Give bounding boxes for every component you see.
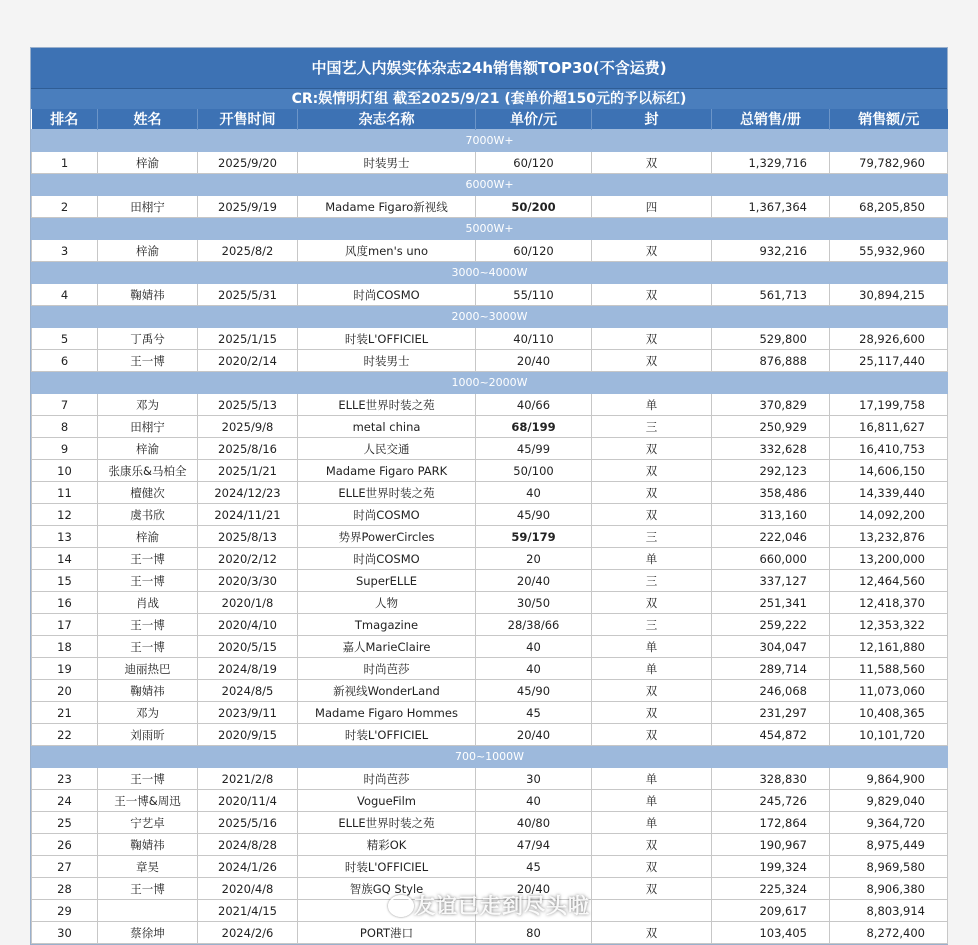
cell-cover: 单 [592, 394, 712, 416]
cell-date: 2020/4/10 [198, 614, 298, 636]
cell-sales: 13,232,876 [830, 526, 948, 548]
cell-price: 40/110 [476, 328, 592, 350]
cell-price: 20/40 [476, 724, 592, 746]
tier-divider [32, 306, 948, 328]
cell-date: 2020/2/14 [198, 350, 298, 372]
cell-rank: 28 [32, 878, 98, 900]
table-row [32, 614, 948, 636]
cell-sales: 14,339,440 [830, 482, 948, 504]
cell-cover: 单 [592, 548, 712, 570]
cell-cover: 双 [592, 152, 712, 174]
table-row [32, 812, 948, 834]
cell-name: 王一博&周迅 [98, 790, 198, 812]
cell-rank: 7 [32, 394, 98, 416]
cell-sales: 17,199,758 [830, 394, 948, 416]
cell-date: 2025/5/13 [198, 394, 298, 416]
cell-price: 60/120 [476, 240, 592, 262]
cell-date: 2020/9/15 [198, 724, 298, 746]
cell-date: 2025/1/15 [198, 328, 298, 350]
watermark-text: 友谊已走到尽头啦 [414, 894, 590, 918]
tier-label: 1000~2000W [32, 372, 948, 394]
cell-cover: 双 [592, 922, 712, 944]
tier-divider [32, 130, 948, 152]
cell-sales: 68,205,850 [830, 196, 948, 218]
cell-copies: 289,714 [712, 658, 830, 680]
cell-cover: 双 [592, 284, 712, 306]
cell-magazine: Tmagazine [298, 614, 476, 636]
cell-date: 2025/9/19 [198, 196, 298, 218]
header-row [32, 109, 948, 130]
cell-name: 檀健次 [98, 482, 198, 504]
cell-name: 梓渝 [98, 152, 198, 174]
header-cover: 封 [592, 109, 712, 130]
table-row [32, 658, 948, 680]
cell-name: 刘雨昕 [98, 724, 198, 746]
cell-cover: 单 [592, 768, 712, 790]
cell-magazine: 精彩OK [298, 834, 476, 856]
cell-name: 丁禹兮 [98, 328, 198, 350]
cell-date: 2025/8/2 [198, 240, 298, 262]
cell-copies: 292,123 [712, 460, 830, 482]
header-price: 单价/元 [476, 109, 592, 130]
cell-copies: 358,486 [712, 482, 830, 504]
cell-rank: 11 [32, 482, 98, 504]
cell-sales: 13,200,000 [830, 548, 948, 570]
cell-copies: 337,127 [712, 570, 830, 592]
cell-copies: 172,864 [712, 812, 830, 834]
table-row [32, 790, 948, 812]
cell-cover: 三 [592, 526, 712, 548]
cell-price: 40 [476, 482, 592, 504]
cell-rank: 21 [32, 702, 98, 724]
cell-cover: 单 [592, 636, 712, 658]
cell-magazine: 风度men's uno [298, 240, 476, 262]
cell-copies: 454,872 [712, 724, 830, 746]
cell-cover: 单 [592, 790, 712, 812]
cell-price: 30 [476, 768, 592, 790]
cell-magazine: 时装L'OFFICIEL [298, 724, 476, 746]
cell-copies: 1,329,716 [712, 152, 830, 174]
cell-cover: 双 [592, 460, 712, 482]
cell-date: 2020/11/4 [198, 790, 298, 812]
table-row [32, 834, 948, 856]
cell-date: 2025/9/8 [198, 416, 298, 438]
cell-cover: 双 [592, 702, 712, 724]
cell-rank: 30 [32, 922, 98, 944]
cell-price: 28/38/66 [476, 614, 592, 636]
cell-name: 肖战 [98, 592, 198, 614]
cell-rank: 12 [32, 504, 98, 526]
cell-copies: 876,888 [712, 350, 830, 372]
sheet-subtitle: CR:娱情明灯组 截至2025/9/21 (套单价超150元的予以标红) [31, 89, 947, 109]
cell-rank: 13 [32, 526, 98, 548]
tier-label: 5000W+ [32, 218, 948, 240]
cell-name: 邓为 [98, 702, 198, 724]
cell-cover: 双 [592, 328, 712, 350]
tier-label: 6000W+ [32, 174, 948, 196]
cell-name: 梓渝 [98, 438, 198, 460]
cell-price: 40 [476, 636, 592, 658]
cell-cover: 双 [592, 438, 712, 460]
cell-sales: 8,975,449 [830, 834, 948, 856]
sheet-title: 中国艺人内娱实体杂志24h销售额TOP30(不含运费) [31, 48, 947, 89]
cell-copies: 250,929 [712, 416, 830, 438]
table-row [32, 922, 948, 944]
table-row [32, 680, 948, 702]
cell-date: 2025/5/31 [198, 284, 298, 306]
cell-date: 2021/4/15 [198, 900, 298, 922]
cell-price: 40 [476, 658, 592, 680]
cell-magazine: 人物 [298, 592, 476, 614]
cell-magazine: ELLE世界时装之苑 [298, 812, 476, 834]
table-row [32, 856, 948, 878]
cell-cover: 双 [592, 834, 712, 856]
table-row [32, 636, 948, 658]
table-row [32, 196, 948, 218]
cell-date: 2024/8/5 [198, 680, 298, 702]
cell-sales: 16,410,753 [830, 438, 948, 460]
cell-sales: 79,782,960 [830, 152, 948, 174]
cell-rank: 1 [32, 152, 98, 174]
cell-copies: 259,222 [712, 614, 830, 636]
cell-sales: 8,272,400 [830, 922, 948, 944]
cell-price: 55/110 [476, 284, 592, 306]
cell-magazine: Madame Figaro新视线 [298, 196, 476, 218]
cell-magazine: VogueFilm [298, 790, 476, 812]
table-row [32, 702, 948, 724]
table-row [32, 592, 948, 614]
cell-price: 45 [476, 702, 592, 724]
tier-label: 3000~4000W [32, 262, 948, 284]
cell-sales: 14,092,200 [830, 504, 948, 526]
cell-magazine: 时尚COSMO [298, 548, 476, 570]
cell-rank: 5 [32, 328, 98, 350]
weibo-icon [388, 895, 414, 917]
cell-name: 王一博 [98, 350, 198, 372]
cell-copies: 199,324 [712, 856, 830, 878]
cell-cover: 双 [592, 240, 712, 262]
header-copies: 总销售/册 [712, 109, 830, 130]
tier-divider [32, 262, 948, 284]
cell-rank: 14 [32, 548, 98, 570]
cell-price: 60/120 [476, 152, 592, 174]
cell-cover: 双 [592, 482, 712, 504]
cell-rank: 18 [32, 636, 98, 658]
table-row [32, 284, 948, 306]
cell-price: 40/80 [476, 812, 592, 834]
header-date: 开售时间 [198, 109, 298, 130]
cell-name: 王一博 [98, 548, 198, 570]
cell-cover: 四 [592, 196, 712, 218]
cell-price: 45/90 [476, 504, 592, 526]
cell-date: 2024/8/19 [198, 658, 298, 680]
cell-cover: 双 [592, 592, 712, 614]
table-row [32, 460, 948, 482]
cell-magazine: Madame Figaro Hommes [298, 702, 476, 724]
cell-sales: 28,926,600 [830, 328, 948, 350]
cell-date: 2024/2/6 [198, 922, 298, 944]
cell-sales: 11,588,560 [830, 658, 948, 680]
cell-name: 宁艺卓 [98, 812, 198, 834]
cell-name: 王一博 [98, 878, 198, 900]
cell-rank: 15 [32, 570, 98, 592]
cell-price: 30/50 [476, 592, 592, 614]
cell-price: 59/179 [476, 526, 592, 548]
cell-magazine: 时装L'OFFICIEL [298, 328, 476, 350]
cell-price: 50/200 [476, 196, 592, 218]
cell-name: 王一博 [98, 614, 198, 636]
cell-copies: 222,046 [712, 526, 830, 548]
cell-cover: 双 [592, 856, 712, 878]
cell-copies: 370,829 [712, 394, 830, 416]
cell-name [98, 900, 198, 922]
cell-name: 梓渝 [98, 526, 198, 548]
cell-name: 章昊 [98, 856, 198, 878]
cell-rank: 19 [32, 658, 98, 680]
cell-sales: 10,101,720 [830, 724, 948, 746]
cell-magazine: ELLE世界时装之苑 [298, 482, 476, 504]
cell-price: 68/199 [476, 416, 592, 438]
cell-date: 2023/9/11 [198, 702, 298, 724]
cell-price: 45/90 [476, 680, 592, 702]
ranking-sheet [30, 47, 948, 945]
cell-copies: 561,713 [712, 284, 830, 306]
cell-rank: 23 [32, 768, 98, 790]
cell-rank: 25 [32, 812, 98, 834]
tier-label: 7000W+ [32, 130, 948, 152]
cell-cover [592, 900, 712, 922]
cell-rank: 16 [32, 592, 98, 614]
cell-sales: 30,894,215 [830, 284, 948, 306]
cell-price: 80 [476, 922, 592, 944]
cell-name: 王一博 [98, 768, 198, 790]
cell-copies: 529,800 [712, 328, 830, 350]
cell-copies: 1,367,364 [712, 196, 830, 218]
cell-sales: 12,161,880 [830, 636, 948, 658]
cell-copies: 245,726 [712, 790, 830, 812]
cell-name: 鞠婧祎 [98, 680, 198, 702]
cell-price: 45/99 [476, 438, 592, 460]
table-row [32, 394, 948, 416]
cell-rank: 8 [32, 416, 98, 438]
cell-rank: 27 [32, 856, 98, 878]
cell-price: 20 [476, 548, 592, 570]
cell-rank: 9 [32, 438, 98, 460]
cell-copies: 190,967 [712, 834, 830, 856]
cell-magazine: 时装男士 [298, 350, 476, 372]
cell-date: 2020/2/12 [198, 548, 298, 570]
table-row [32, 570, 948, 592]
tier-divider [32, 372, 948, 394]
header-magazine: 杂志名称 [298, 109, 476, 130]
cell-name: 王一博 [98, 636, 198, 658]
cell-date: 2025/1/21 [198, 460, 298, 482]
cell-copies: 231,297 [712, 702, 830, 724]
table-row [32, 724, 948, 746]
cell-sales: 8,906,380 [830, 878, 948, 900]
cell-magazine: 人民交通 [298, 438, 476, 460]
cell-sales: 8,969,580 [830, 856, 948, 878]
cell-date: 2025/8/13 [198, 526, 298, 548]
cell-cover: 三 [592, 570, 712, 592]
cell-name: 田栩宁 [98, 416, 198, 438]
cell-date: 2024/8/28 [198, 834, 298, 856]
cell-copies: 209,617 [712, 900, 830, 922]
cell-magazine: 新视线WonderLand [298, 680, 476, 702]
cell-copies: 660,000 [712, 548, 830, 570]
tier-label: 700~1000W [32, 746, 948, 768]
cell-rank: 24 [32, 790, 98, 812]
cell-name: 鞠婧祎 [98, 284, 198, 306]
cell-date: 2025/9/20 [198, 152, 298, 174]
cell-date: 2024/11/21 [198, 504, 298, 526]
cell-price: 40/66 [476, 394, 592, 416]
cell-magazine: 嘉人MarieClaire [298, 636, 476, 658]
header-name: 姓名 [98, 109, 198, 130]
cell-copies: 313,160 [712, 504, 830, 526]
cell-rank: 3 [32, 240, 98, 262]
cell-magazine: ELLE世界时装之苑 [298, 394, 476, 416]
cell-copies: 225,324 [712, 878, 830, 900]
table-row [32, 768, 948, 790]
cell-sales: 55,932,960 [830, 240, 948, 262]
cell-sales: 16,811,627 [830, 416, 948, 438]
cell-name: 梓渝 [98, 240, 198, 262]
cell-sales: 12,464,560 [830, 570, 948, 592]
cell-name: 迪丽热巴 [98, 658, 198, 680]
cell-sales: 11,073,060 [830, 680, 948, 702]
table-row [32, 548, 948, 570]
cell-sales: 9,829,040 [830, 790, 948, 812]
cell-date: 2020/4/8 [198, 878, 298, 900]
header-rank: 排名 [32, 109, 98, 130]
cell-sales: 10,408,365 [830, 702, 948, 724]
cell-rank: 4 [32, 284, 98, 306]
cell-name: 蔡徐坤 [98, 922, 198, 944]
table-row [32, 504, 948, 526]
cell-copies: 103,405 [712, 922, 830, 944]
cell-cover: 三 [592, 614, 712, 636]
cell-sales: 25,117,440 [830, 350, 948, 372]
cell-cover: 双 [592, 878, 712, 900]
cell-copies: 246,068 [712, 680, 830, 702]
cell-date: 2025/8/16 [198, 438, 298, 460]
cell-price: 40 [476, 790, 592, 812]
cell-price: 47/94 [476, 834, 592, 856]
cell-price: 45 [476, 856, 592, 878]
cell-magazine: Madame Figaro PARK [298, 460, 476, 482]
cell-sales: 12,353,322 [830, 614, 948, 636]
cell-rank: 2 [32, 196, 98, 218]
cell-date: 2020/3/30 [198, 570, 298, 592]
cell-date: 2024/1/26 [198, 856, 298, 878]
table-row [32, 416, 948, 438]
cell-date: 2025/5/16 [198, 812, 298, 834]
cell-magazine: 时尚COSMO [298, 504, 476, 526]
cell-magazine: 时装男士 [298, 152, 476, 174]
tier-label: 2000~3000W [32, 306, 948, 328]
cell-magazine: 势界PowerCircles [298, 526, 476, 548]
cell-sales: 12,418,370 [830, 592, 948, 614]
table-row [32, 438, 948, 460]
cell-cover: 单 [592, 658, 712, 680]
cell-rank: 26 [32, 834, 98, 856]
cell-copies: 328,830 [712, 768, 830, 790]
cell-date: 2020/1/8 [198, 592, 298, 614]
cell-magazine: 时尚芭莎 [298, 768, 476, 790]
cell-price: 50/100 [476, 460, 592, 482]
cell-cover: 双 [592, 350, 712, 372]
cell-name: 鞠婧祎 [98, 834, 198, 856]
cell-name: 邓为 [98, 394, 198, 416]
cell-price: 20/40 [476, 878, 592, 900]
cell-magazine: 智族GQ Style [298, 878, 476, 900]
cell-rank: 29 [32, 900, 98, 922]
cell-cover: 双 [592, 504, 712, 526]
ranking-table [31, 109, 948, 944]
cell-cover: 单 [592, 812, 712, 834]
cell-magazine: 时尚芭莎 [298, 658, 476, 680]
table-row [32, 152, 948, 174]
table-body [32, 130, 948, 944]
cell-magazine: metal china [298, 416, 476, 438]
cell-date: 2020/5/15 [198, 636, 298, 658]
cell-name: 张康乐&马柏全 [98, 460, 198, 482]
cell-rank: 6 [32, 350, 98, 372]
cell-name: 田栩宁 [98, 196, 198, 218]
cell-sales: 9,364,720 [830, 812, 948, 834]
cell-price: 20/40 [476, 570, 592, 592]
tier-divider [32, 174, 948, 196]
cell-date: 2021/2/8 [198, 768, 298, 790]
cell-cover: 双 [592, 680, 712, 702]
table-row [32, 350, 948, 372]
table-row [32, 240, 948, 262]
cell-cover: 双 [592, 724, 712, 746]
cell-magazine: 时装L'OFFICIEL [298, 856, 476, 878]
cell-copies: 251,341 [712, 592, 830, 614]
cell-cover: 三 [592, 416, 712, 438]
table-row [32, 328, 948, 350]
cell-copies: 304,047 [712, 636, 830, 658]
cell-sales: 9,864,900 [830, 768, 948, 790]
cell-copies: 332,628 [712, 438, 830, 460]
cell-rank: 10 [32, 460, 98, 482]
cell-rank: 22 [32, 724, 98, 746]
tier-divider [32, 746, 948, 768]
cell-name: 王一博 [98, 570, 198, 592]
cell-sales: 8,803,914 [830, 900, 948, 922]
table-row [32, 482, 948, 504]
cell-sales: 14,606,150 [830, 460, 948, 482]
cell-price: 20/40 [476, 350, 592, 372]
cell-magazine: 时尚COSMO [298, 284, 476, 306]
cell-magazine: PORT港口 [298, 922, 476, 944]
header-sales: 销售额/元 [830, 109, 948, 130]
cell-magazine: SuperELLE [298, 570, 476, 592]
cell-name: 虞书欣 [98, 504, 198, 526]
cell-date: 2024/12/23 [198, 482, 298, 504]
cell-rank: 17 [32, 614, 98, 636]
cell-copies: 932,216 [712, 240, 830, 262]
table-row [32, 526, 948, 548]
tier-divider [32, 218, 948, 240]
cell-rank: 20 [32, 680, 98, 702]
